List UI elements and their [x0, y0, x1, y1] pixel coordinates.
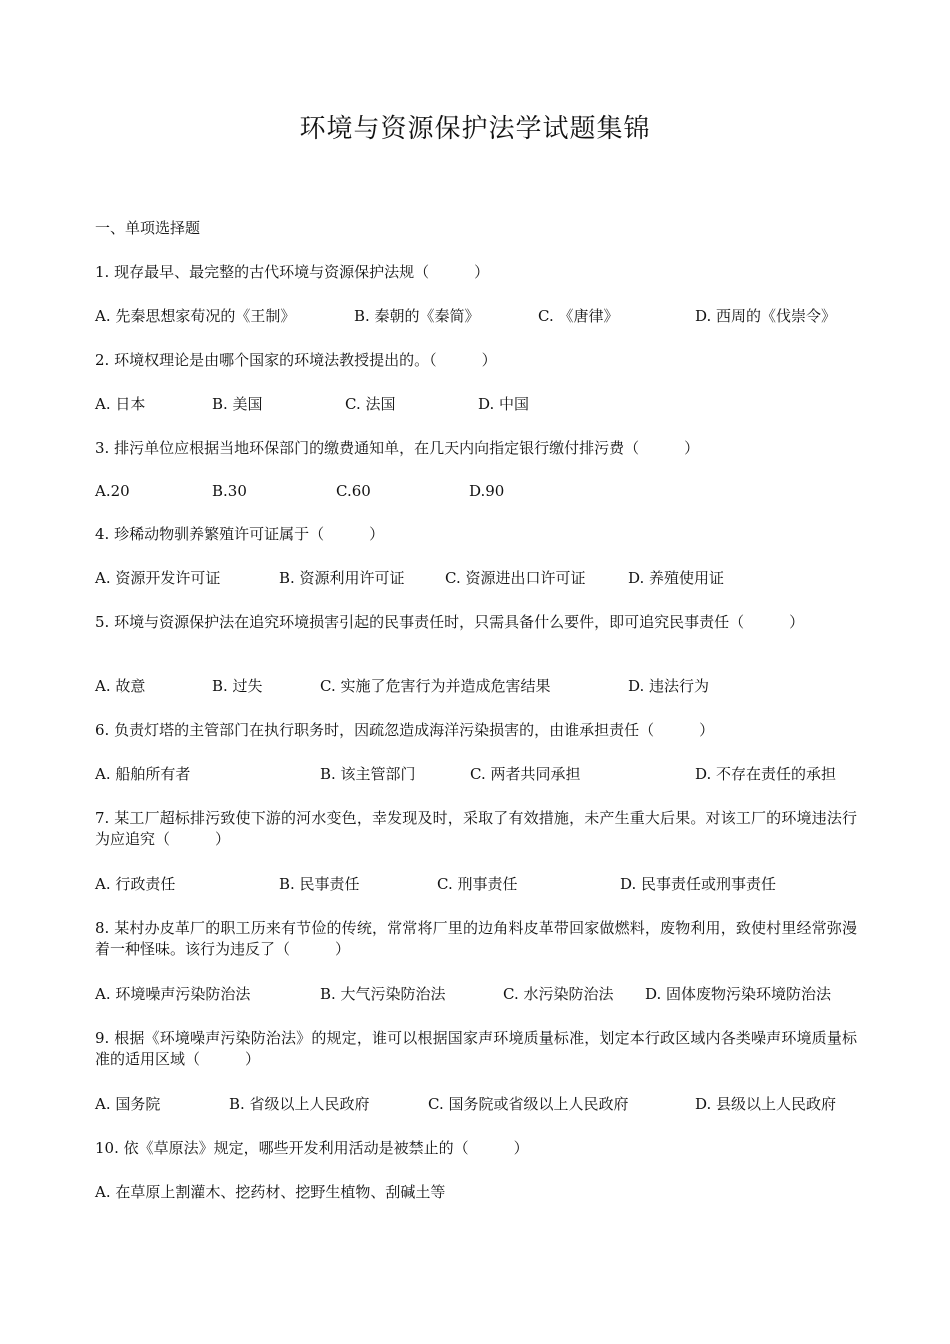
q3-option-b: B.30 — [212, 482, 247, 500]
question-1: 1. 现存最早、最完整的古代环境与资源保护法规（ ） — [95, 263, 490, 281]
q1-option-b: B. 秦朝的《秦简》 — [354, 307, 480, 325]
q9-option-b: B. 省级以上人民政府 — [229, 1095, 370, 1113]
question-8: 8. 某村办皮革厂的职工历来有节俭的传统，常常将厂里的边角料皮革带回家做燃料，废物利用，致使村里经常弥漫着一种怪味。该行为违反了（ ） — [95, 919, 857, 958]
q4-option-d: D. 养殖使用证 — [628, 569, 725, 587]
q6-option-a: A. 船舶所有者 — [95, 765, 191, 783]
q4-option-a: A. 资源开发许可证 — [95, 569, 221, 587]
q10-option-a: A. 在草原上割灌木、挖药材、挖野生植物、刮碱土等 — [95, 1183, 446, 1201]
document-title: 环境与资源保护法学试题集锦 — [299, 114, 651, 144]
question-4: 4. 珍稀动物驯养繁殖许可证属于（ ） — [95, 525, 385, 543]
q2-option-b: B. 美国 — [212, 395, 263, 413]
q6-option-c: C. 两者共同承担 — [470, 765, 581, 783]
q1-option-c: C. 《唐律》 — [538, 307, 619, 325]
question-6: 6. 负责灯塔的主管部门在执行职务时，因疏忽造成海洋污染损害的，由谁承担责任（ ） — [95, 721, 715, 739]
q7-option-c: C. 刑事责任 — [437, 875, 518, 893]
question-3: 3. 排污单位应根据当地环保部门的缴费通知单，在几天内向指定银行缴付排污费（ ） — [95, 439, 700, 457]
question-2: 2. 环境权理论是由哪个国家的环境法教授提出的。（ ） — [95, 351, 497, 369]
question-10: 10. 依《草原法》规定，哪些开发利用活动是被禁止的（ ） — [95, 1139, 529, 1157]
question-7: 7. 某工厂超标排污致使下游的河水变色，幸发现及时，采取了有效措施，未产生重大后果。对该工厂的环境违法行为应追究（ ） — [95, 809, 857, 848]
q8-option-a: A. 环境噪声污染防治法 — [95, 985, 251, 1003]
q5-option-a: A. 故意 — [95, 677, 146, 695]
q9-option-a: A. 国务院 — [95, 1095, 161, 1113]
q8-option-b: B. 大气污染防治法 — [320, 985, 446, 1003]
q8-option-d: D. 固体废物污染环境防治法 — [645, 985, 832, 1003]
question-9: 9. 根据《环境噪声污染防治法》的规定，谁可以根据国家声环境质量标准，划定本行政区域内各类噪声环境质量标准的适用区域（ ） — [95, 1029, 857, 1068]
q7-option-a: A. 行政责任 — [95, 875, 176, 893]
q1-option-d: D. 西周的《伐崇令》 — [695, 307, 837, 325]
q9-option-d: D. 县级以上人民政府 — [695, 1095, 837, 1113]
q3-option-a: A.20 — [95, 482, 130, 500]
q5-option-c: C. 实施了危害行为并造成危害结果 — [320, 677, 551, 695]
q7-option-d: D. 民事责任或刑事责任 — [620, 875, 777, 893]
section-heading: 一、单项选择题 — [95, 219, 201, 237]
q6-option-b: B. 该主管部门 — [320, 765, 416, 783]
q4-option-b: B. 资源利用许可证 — [279, 569, 405, 587]
q2-option-c: C. 法国 — [345, 395, 396, 413]
q4-option-c: C. 资源进出口许可证 — [445, 569, 586, 587]
q5-option-d: D. 违法行为 — [628, 677, 710, 695]
q7-option-b: B. 民事责任 — [279, 875, 360, 893]
q2-option-a: A. 日本 — [95, 395, 146, 413]
q1-option-a: A. 先秦思想家荀况的《王制》 — [95, 307, 296, 325]
q3-option-c: C.60 — [336, 482, 371, 500]
q8-option-c: C. 水污染防治法 — [503, 985, 614, 1003]
question-5: 5. 环境与资源保护法在追究环境损害引起的民事责任时，只需具备什么要件，即可追究民事责任（ ） — [95, 613, 805, 631]
q2-option-d: D. 中国 — [478, 395, 530, 413]
q5-option-b: B. 过失 — [212, 677, 263, 695]
q3-option-d: D.90 — [469, 482, 505, 500]
q9-option-c: C. 国务院或省级以上人民政府 — [428, 1095, 629, 1113]
q6-option-d: D. 不存在责任的承担 — [695, 765, 837, 783]
